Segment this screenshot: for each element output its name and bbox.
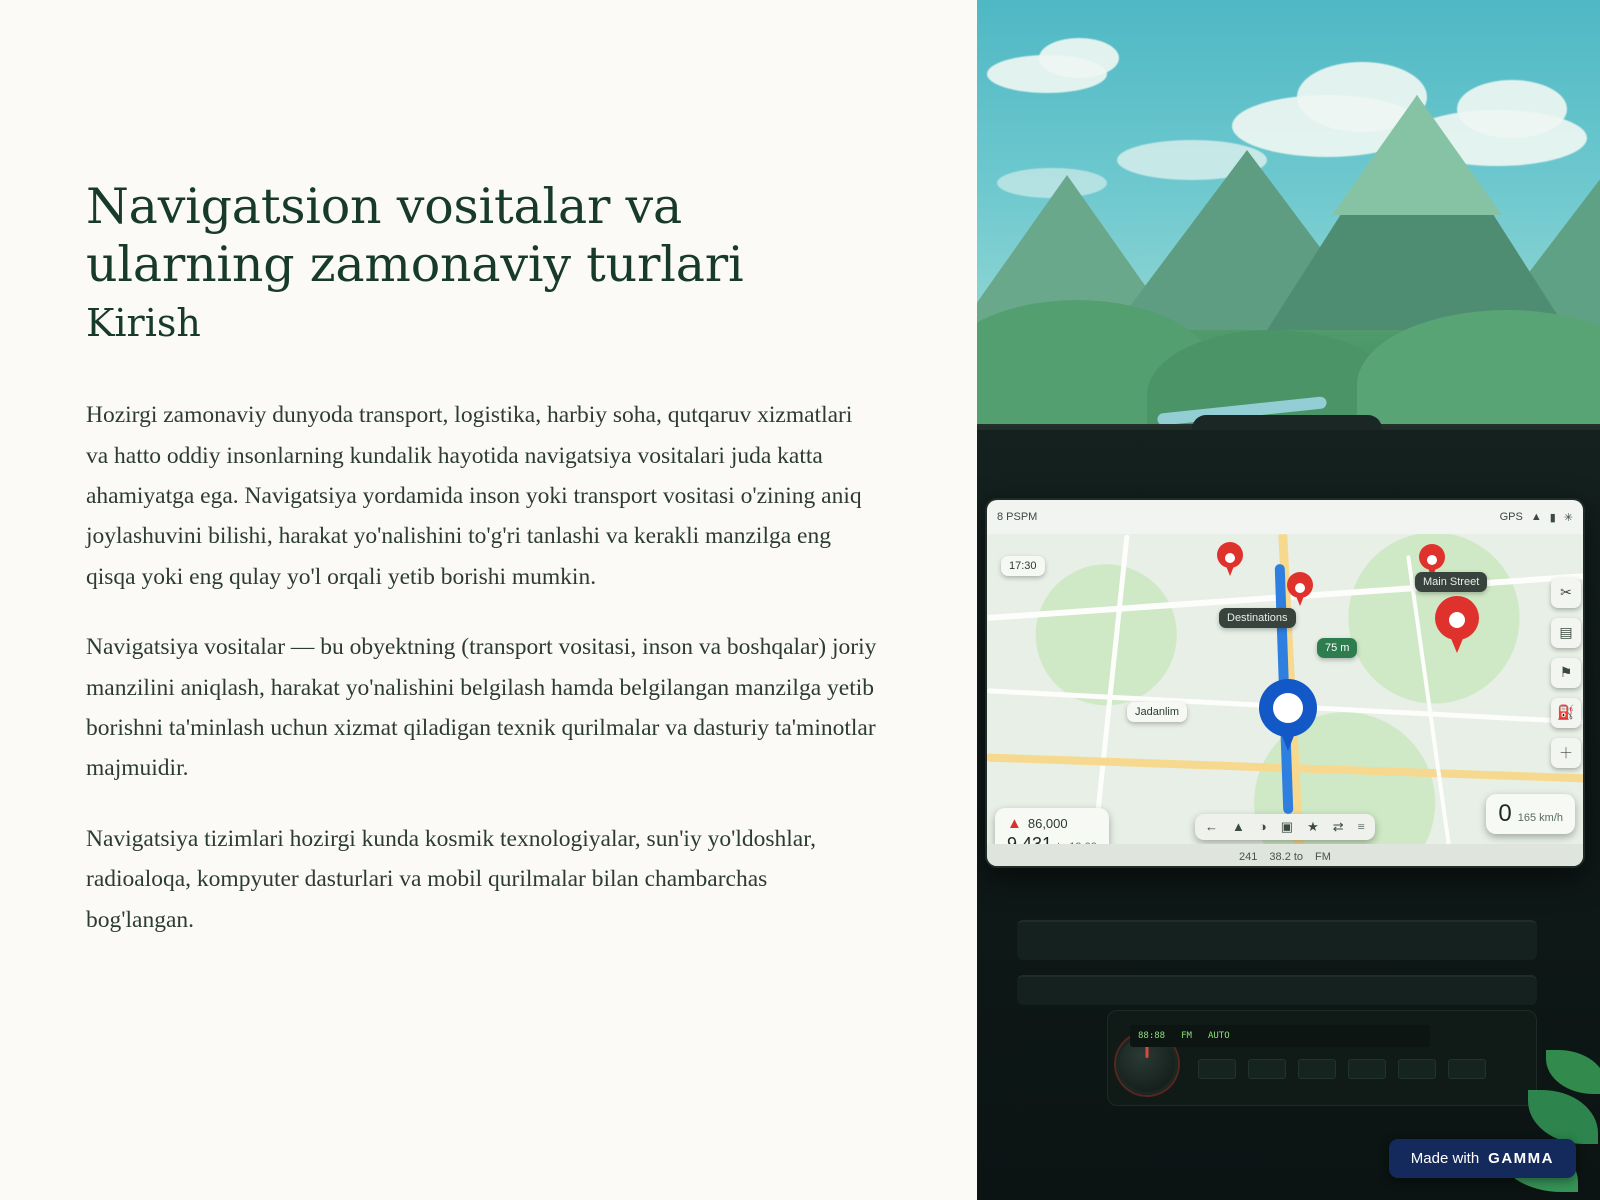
status-right-group [1500,511,1573,524]
back-icon[interactable]: ← [1205,819,1219,834]
made-with-gamma-badge[interactable] [1389,1139,1576,1178]
bluetooth-icon: ✳ [1563,511,1573,524]
console-segment-3: AUTO [1207,1031,1230,1041]
speed-card [1486,794,1575,834]
map-canvas[interactable] [987,534,1583,868]
screen-status-bar [987,500,1583,534]
settings-icon[interactable]: ✂ [1551,578,1581,608]
destination-chip: Destinations [1219,608,1296,628]
layers-icon[interactable]: ▣ [1280,819,1294,834]
mountain-ridge [1332,95,1502,215]
speed-unit: 165 km/h [1517,812,1563,824]
console-button[interactable] [1298,1059,1336,1079]
strip-value-2: 38.2 to [1269,851,1304,863]
star-icon[interactable]: ★ [1307,819,1319,834]
gamma-logo: GAMMA [1488,1150,1554,1167]
console-button[interactable] [1248,1059,1286,1079]
console-segment-2: FM [1181,1031,1192,1041]
navigate-icon[interactable]: ▲ [1232,819,1245,834]
eta-arrival: 86,000 [1027,816,1068,831]
strip-value-1: 241 [1239,851,1258,863]
map-side-buttons[interactable] [1551,578,1581,768]
distance-chip: 75 m [1317,638,1357,658]
map-toolbar[interactable] [1195,814,1375,840]
paragraph-2: Navigatsiya vositalar — bu obyektning (transport vositasi, inson va boshqalar) joriy manzilini aniqlash, harakat yo'nalishini belgilash hamda belgilangan manzilga yetib borishni ta'minlash uchun xizmat qiladigan texnik qurilmalar va dasturiy ta'minotlar majmuidir. [86,634,877,782]
console-button[interactable] [1348,1059,1386,1079]
page-title: Navigatsion vositalar va ularning zamonaviy turlari [86,178,744,293]
arrow-up-icon: ▲ [1007,815,1022,832]
center-console[interactable] [1107,1010,1537,1106]
status-left-label: 8 PSPM [997,511,1038,523]
destination-pin[interactable] [1435,596,1479,654]
street-chip: Main Street [1415,572,1487,592]
current-position-marker [1259,679,1317,751]
map-pin[interactable] [1217,542,1243,576]
battery-icon: ▮ [1549,511,1556,524]
gps-label: GPS [1499,511,1523,523]
console-display [1130,1025,1430,1047]
console-button[interactable] [1398,1059,1436,1079]
poi-icon[interactable]: ⚑ [1551,658,1581,688]
air-vent [1017,975,1537,1005]
bottom-strip [987,844,1583,868]
infotainment-screen[interactable] [985,498,1585,868]
console-segment-1: 88:88 [1138,1031,1166,1041]
time-chip: 17:30 [1001,556,1045,576]
page-subtitle: Kirish [86,300,201,345]
strip-value-3: FM [1315,851,1331,863]
paragraph-1: Hozirgi zamonaviy dunyoda transport, logistika, harbiy soha, qutqaruv xizmatlari va hatto oddiy insonlarning kundalik hayotida navigatsiya vositalari juda katta ahamiyatga ega. Navigatsiya yordamida inson yoki transport vositasi o'zining aniq joylashuvini bilishi, harakat yo'nalishini to'g'ri tanlashi va kerakli manzilga eng qisqa yoki eng qulay yo'l orqali yetib borishi mumkin. [86,402,862,590]
add-icon[interactable]: ＋ [1551,738,1581,768]
console-button[interactable] [1198,1059,1236,1079]
signal-icon: ▲ [1530,511,1542,523]
road-chip: Jadanlim [1127,702,1187,722]
badge-prefix: Made with [1410,1150,1480,1167]
paragraph-3: Navigatsiya tizimlari hozirgi kunda kosmik texnologiyalar, sun'iy yo'ldoshlar, radioaloqa, kompyuter dasturlari va mobil qurilmalar bilan chambarchas bog'langan. [86,825,816,933]
body-copy [86,395,877,940]
console-button[interactable] [1448,1059,1486,1079]
map-icon[interactable]: ▤ [1551,618,1581,648]
air-vent [1017,920,1537,960]
volume-icon[interactable]: ◑ [1258,819,1267,834]
fuel-icon[interactable]: ⛽ [1551,698,1581,728]
map-pin[interactable] [1287,572,1313,606]
cloud [1039,38,1119,78]
illustration-panel [977,0,1600,1200]
route-icon[interactable]: ⇄ [1332,819,1344,834]
menu-icon[interactable]: ≡ [1357,819,1365,834]
speed-value: 0 [1498,800,1512,827]
